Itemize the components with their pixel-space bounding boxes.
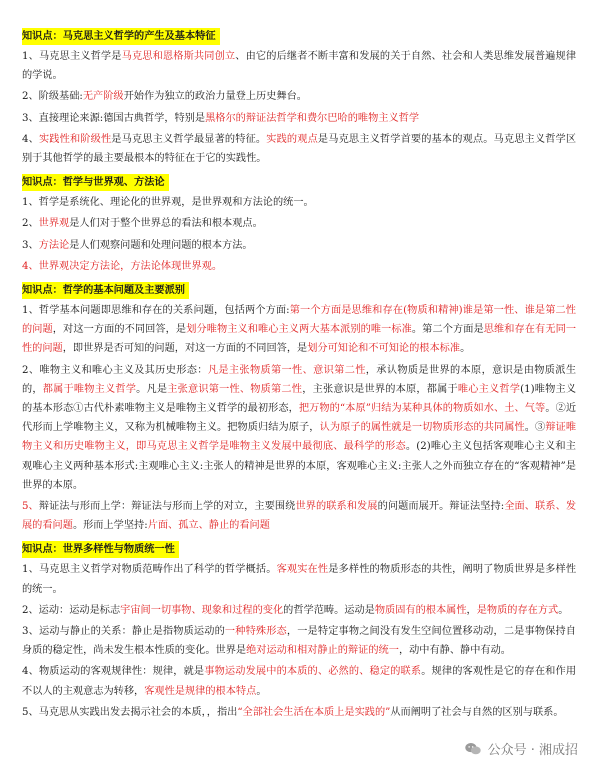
section-worldview-methodology bbox=[22, 170, 576, 276]
paragraph bbox=[22, 361, 576, 495]
body-text: 的哲学范畴。运动是 bbox=[283, 604, 375, 616]
body-text: 开始作为独立的政治力量登上历史舞台。 bbox=[123, 91, 307, 103]
body-text: 是马克思主义哲学首要的基本的观点。马克思主义哲学区别于其他哲学的最主要最根本的特征在于它的实践性。 bbox=[22, 133, 577, 165]
section-heading: 知识点：世界多样性与物质统一性 bbox=[22, 541, 179, 558]
emphasis-text: 认为原子的属性就是一切物质形态的共同属性 bbox=[319, 422, 525, 434]
body-text: 2、 bbox=[22, 218, 39, 230]
body-text: 1、马克思主义哲学是 bbox=[22, 51, 122, 62]
emphasis-text: 事物运动发展中的本质的、必然的、稳定的联系 bbox=[204, 666, 422, 678]
body-text: 是人们对于整个世界总的看法和根本观点。 bbox=[69, 218, 263, 230]
body-text: ，承认物质是世界的本原，意识是由物质派生的， bbox=[22, 364, 577, 395]
paragraph-list bbox=[22, 560, 576, 722]
paragraph bbox=[22, 214, 576, 233]
section-production-features bbox=[22, 24, 576, 168]
emphasis-text: 绝对运动和相对静止的辩证的统一 bbox=[246, 645, 399, 657]
emphasis-text: 马克思和恩格斯共同创立 bbox=[121, 51, 236, 62]
section-heading: 知识点：哲学与世界观、方法论 bbox=[22, 174, 169, 191]
emphasis-text: 一种特殊形态 bbox=[224, 626, 287, 638]
body-text: 2、唯物主义和唯心主义及其历史形态： bbox=[22, 364, 208, 376]
emphasis-text: 4、世界观决定方法论，方法论体现世界观。 bbox=[22, 260, 223, 272]
body-text: 是人们观察问题和处理问题的根本方法。 bbox=[69, 239, 253, 251]
body-text: 。(2)唯心主义包括客观唯心主义和主观唯心主义两种基本形式:主观唯心主义:主张人的精神是世界的本原，客观唯心主义:主张人之外而独立存在的“客观精神”是世界的本原。 bbox=[22, 441, 576, 491]
emphasis-text: 辩证唯物主义和历史唯物主义，即马克思主义哲学是唯物主义发展中最彻底、最科学的形态 bbox=[22, 422, 577, 453]
emphasis-text: 唯心主义哲学 bbox=[457, 383, 521, 395]
body-text: ，对这一方面的不同回答，是 bbox=[52, 324, 187, 336]
paragraph bbox=[22, 601, 576, 620]
body-text: 。 bbox=[558, 604, 569, 616]
body-text: 1、哲学是系统化、理论化的世界观，是世界观和方法论的统一。 bbox=[22, 197, 314, 209]
paragraph bbox=[22, 193, 576, 212]
emphasis-text: 客观实在性 bbox=[276, 564, 329, 576]
paragraph bbox=[22, 622, 576, 660]
body-text: 5、马克思从实践出发去揭示社会的本质，，指出 bbox=[22, 706, 238, 718]
emphasis-text: 世界的联系和发展 bbox=[295, 501, 378, 513]
section-heading: 知识点：马克思主义哲学的产生及基本特征 bbox=[22, 28, 220, 45]
body-text: ， bbox=[466, 604, 477, 616]
body-text: 。第二个方面是 bbox=[411, 324, 484, 336]
emphasis-text: 全面、联系、发展的看问题 bbox=[22, 501, 577, 532]
emphasis-text: 划分唯物主义和唯心主义两大基本派别的唯一标准 bbox=[186, 324, 412, 336]
emphasis-text: 第一个方面是思维和存在(物质和精神)谁是第一性、谁是第二性的问题 bbox=[22, 305, 576, 336]
paragraph bbox=[22, 703, 576, 722]
body-text: 。②近代形而上学唯物主义，又称为机械唯物主义。把物质归结为原子， bbox=[22, 403, 577, 434]
emphasis-text: “全部社会生活在本质上是实践的” bbox=[237, 706, 391, 718]
emphasis-text: 划分可知论和不可知论的根本标准 bbox=[307, 343, 461, 355]
paragraph bbox=[22, 109, 576, 128]
paragraph-list bbox=[22, 47, 576, 168]
body-text: ，即世界是否可知的问题，对这一方面的不同回答，是 bbox=[62, 343, 308, 355]
emphasis-text: 主张意识第一性、物质第二性 bbox=[167, 383, 303, 395]
body-text: 、由它的后继者不断丰富和发展的关于自然、社会和人类思维发展普遍规律的学说。 bbox=[22, 51, 577, 82]
body-text: 。形而上学坚持: bbox=[72, 520, 148, 532]
body-text: 3、 bbox=[22, 239, 39, 251]
emphasis-text: 实践的观点 bbox=[266, 133, 318, 145]
emphasis-text: 把万物的“本原”归结为某种具体的物质如水、土、气等 bbox=[298, 403, 546, 415]
paragraph-list bbox=[22, 301, 576, 535]
paragraph bbox=[22, 257, 576, 276]
wechat-icon bbox=[464, 742, 482, 756]
body-text: ，一是特定事物之间没有发生空间位置移动动，二是事物保持自身质的稳定性，尚未发生根本性质的变化。世界是 bbox=[22, 626, 576, 657]
emphasis-text: 实践性和阶级性 bbox=[38, 133, 112, 145]
body-text: 2、运动：运动是标志 bbox=[22, 604, 121, 616]
body-text: 2、阶级基础: bbox=[22, 91, 83, 103]
emphasis-text: 方法论 bbox=[38, 239, 70, 251]
paragraph bbox=[22, 130, 576, 168]
emphasis-text: 思维和存在有无同一性的问题 bbox=[22, 324, 577, 355]
paragraph bbox=[22, 497, 576, 535]
body-text: 3、直接理论来源:德国古典哲学，特别是 bbox=[22, 112, 206, 124]
body-text: 4、物质运动的客观规律性：规律，就是 bbox=[22, 666, 205, 678]
section-world-unity bbox=[22, 537, 576, 722]
emphasis-text: 凡是主张物质第一性、意识第二性 bbox=[207, 364, 366, 376]
body-text: ，主张意识是世界的本原，都属于 bbox=[302, 383, 458, 395]
body-text: 1、马克思主义哲学对物质范畴作出了科学的哲学概括。 bbox=[22, 564, 277, 576]
paragraph bbox=[22, 662, 576, 700]
body-text: 。 bbox=[256, 685, 267, 697]
body-text: 。规律的客观性是它的存在和作用不以人的主观意志为转移， bbox=[22, 666, 577, 697]
emphasis-text: 片面、孤立、静止的看问题 bbox=[147, 520, 270, 532]
paragraph-list bbox=[22, 193, 576, 276]
watermark-text: 公众号 · 湘成招 bbox=[487, 743, 578, 758]
body-text: 辩证法与形而上学：辩证法与形而上学的对立，主要围绕 bbox=[38, 501, 296, 513]
emphasis-text: 5、 bbox=[22, 501, 39, 513]
paragraph bbox=[22, 87, 576, 106]
body-text: 4、 bbox=[22, 133, 39, 145]
emphasis-text: 宇宙间一切事物、现象和过程的变化 bbox=[120, 604, 284, 616]
body-text: ，动中有静、静中有动。 bbox=[398, 645, 511, 657]
body-text: 是多样性的物质形态的共性，阐明了物质世界是多样性的统一。 bbox=[22, 564, 577, 595]
body-text: 。③ bbox=[524, 422, 546, 434]
section-basic-question bbox=[22, 278, 576, 535]
emphasis-text: 物质固有的根本属性 bbox=[374, 604, 467, 616]
body-text: 。凡是 bbox=[136, 383, 168, 395]
body-text: (1)唯物主义的基本形态①古代朴素唯物主义是唯物主义哲学的最初形态， bbox=[22, 383, 577, 415]
paragraph bbox=[22, 560, 576, 598]
body-text: 从而阐明了社会与自然的区别与联系。 bbox=[390, 706, 564, 718]
emphasis-text: 无产阶级 bbox=[82, 91, 124, 103]
paragraph bbox=[22, 47, 576, 85]
body-text: 3、运动与静止的关系：静止是指物质运动的 bbox=[22, 626, 225, 638]
emphasis-text: 黑格尔的辩证法哲学和费尔巴哈的唯物主义哲学 bbox=[205, 112, 420, 124]
watermark bbox=[464, 739, 578, 758]
body-text: 是马克思主义哲学最显著的特征。 bbox=[111, 133, 267, 145]
body-text: 。 bbox=[460, 343, 471, 355]
emphasis-text: 世界观 bbox=[38, 218, 70, 230]
body-text: 1、哲学基本问题即思维和存在的关系问题，包括两个方面: bbox=[22, 305, 290, 317]
emphasis-text: 是物质的存在方式 bbox=[476, 604, 559, 616]
emphasis-text: 都属于唯物主义哲学 bbox=[42, 383, 137, 395]
body-text: 的问题而展开。辩证法坚持: bbox=[377, 501, 505, 513]
section-heading: 知识点：哲学的基本问题及主要派别 bbox=[22, 282, 189, 299]
paragraph bbox=[22, 236, 576, 255]
emphasis-text: 客观性是规律的根本特点 bbox=[144, 685, 257, 697]
paragraph bbox=[22, 301, 576, 359]
